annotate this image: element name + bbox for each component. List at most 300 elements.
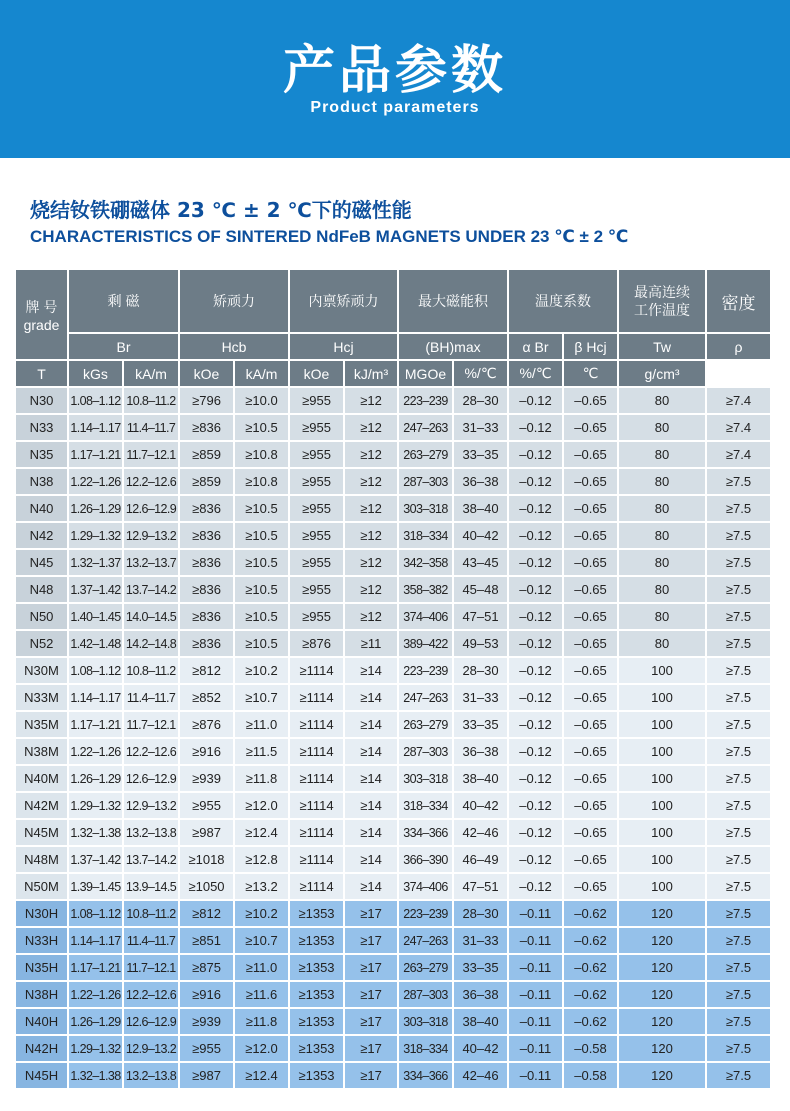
value-cell: –0.65 [563,387,618,414]
value-cell: 100 [618,684,706,711]
value-cell: 38–40 [453,765,508,792]
value-cell: ≥7.5 [706,765,771,792]
grade-cell: N48 [15,576,68,603]
value-cell: –0.65 [563,792,618,819]
grade-cell: N35M [15,711,68,738]
value-cell: 1.42–1.48 [68,630,123,657]
heading-en: CHARACTERISTICS OF SINTERED NdFeB MAGNETS UNDER 23 ℃ ± 2 ℃ [30,227,629,246]
value-cell: 11.7–12.1 [123,441,179,468]
value-cell: –0.12 [508,711,563,738]
grade-cell: N35 [15,441,68,468]
value-cell: –0.12 [508,576,563,603]
value-cell: ≥17 [344,981,398,1008]
value-cell: 374–406 [398,603,453,630]
value-cell: 1.14–1.17 [68,414,123,441]
value-cell: –0.65 [563,414,618,441]
value-cell: ≥955 [289,441,344,468]
value-cell: 28–30 [453,387,508,414]
value-cell: 1.08–1.12 [68,657,123,684]
value-cell: ≥7.5 [706,1062,771,1089]
value-cell: 36–38 [453,981,508,1008]
value-cell: ≥10.5 [234,549,289,576]
value-cell: ≥1114 [289,657,344,684]
value-cell: ≥7.5 [706,684,771,711]
value-cell: ≥955 [289,549,344,576]
value-cell: 1.37–1.42 [68,576,123,603]
value-cell: ≥1353 [289,1062,344,1089]
value-cell: ≥10.7 [234,927,289,954]
value-cell: ≥11 [344,630,398,657]
value-cell: 80 [618,468,706,495]
value-cell: ≥7.4 [706,441,771,468]
grade-cell: N30M [15,657,68,684]
value-cell: 318–334 [398,522,453,549]
value-cell: 80 [618,522,706,549]
value-cell: –0.65 [563,603,618,630]
unit-header: kA/m [123,360,179,387]
value-cell: –0.12 [508,819,563,846]
value-cell: ≥11.0 [234,954,289,981]
value-cell: 120 [618,954,706,981]
value-cell: 11.7–12.1 [123,711,179,738]
value-cell: –0.65 [563,738,618,765]
value-cell: 223–239 [398,657,453,684]
value-cell: –0.12 [508,765,563,792]
value-cell: 12.6–12.9 [123,765,179,792]
value-cell: –0.11 [508,981,563,1008]
value-cell: 1.29–1.32 [68,792,123,819]
value-cell: ≥1050 [179,873,234,900]
table-row [15,549,771,576]
value-cell: ≥12.0 [234,792,289,819]
value-cell: 100 [618,846,706,873]
value-cell: –0.11 [508,954,563,981]
grade-cell: N45 [15,549,68,576]
grade-cell: N40H [15,1008,68,1035]
value-cell: 36–38 [453,468,508,495]
value-cell: ≥12 [344,441,398,468]
group-header: 内禀矫顽力 [289,269,398,333]
value-cell: ≥17 [344,1062,398,1089]
value-cell: ≥852 [179,684,234,711]
symbol-header: Hcb [179,333,289,360]
group-header: 剩 磁 [68,269,179,333]
value-cell: 287–303 [398,981,453,1008]
value-cell: 80 [618,603,706,630]
value-cell: ≥11.0 [234,711,289,738]
value-cell: ≥7.5 [706,495,771,522]
heading-cn: 烧结钕铁硼磁体 23 ℃ ± 2 ℃下的磁性能 [30,198,412,222]
value-cell: 374–406 [398,873,453,900]
value-cell: ≥7.5 [706,873,771,900]
value-cell: –0.62 [563,927,618,954]
value-cell: –0.65 [563,819,618,846]
value-cell: 1.37–1.42 [68,846,123,873]
value-cell: ≥7.5 [706,711,771,738]
value-cell: 1.32–1.37 [68,549,123,576]
value-cell: ≥1114 [289,738,344,765]
table-row [15,684,771,711]
value-cell: 11.4–11.7 [123,684,179,711]
value-cell: ≥939 [179,1008,234,1035]
value-cell: ≥7.5 [706,738,771,765]
value-cell: –0.11 [508,900,563,927]
table-row [15,576,771,603]
value-cell: ≥876 [179,711,234,738]
table-row [15,630,771,657]
value-cell: ≥875 [179,954,234,981]
value-cell: 1.40–1.45 [68,603,123,630]
symbol-header: Hcj [289,333,398,360]
value-cell: ≥17 [344,954,398,981]
value-cell: –0.62 [563,954,618,981]
value-cell: 223–239 [398,900,453,927]
value-cell: 247–263 [398,414,453,441]
symbol-header: β Hcj [563,333,618,360]
value-cell: ≥7.5 [706,603,771,630]
value-cell: 42–46 [453,1062,508,1089]
value-cell: ≥12 [344,549,398,576]
value-cell: 342–358 [398,549,453,576]
table-row [15,954,771,981]
unit-header: kGs [68,360,123,387]
unit-header: kOe [289,360,344,387]
value-cell: –0.12 [508,873,563,900]
value-cell: 12.9–13.2 [123,522,179,549]
value-cell: ≥1114 [289,711,344,738]
value-cell: ≥916 [179,738,234,765]
value-cell: –0.12 [508,657,563,684]
value-cell: 38–40 [453,1008,508,1035]
symbol-header: α Br [508,333,563,360]
value-cell: ≥10.5 [234,576,289,603]
unit-header: kA/m [234,360,289,387]
value-cell: ≥812 [179,900,234,927]
value-cell: –0.65 [563,468,618,495]
value-cell: 38–40 [453,495,508,522]
value-cell: ≥7.5 [706,846,771,873]
value-cell: 31–33 [453,927,508,954]
group-header: 最高连续工作温度 [618,269,706,333]
value-cell: ≥955 [179,792,234,819]
grade-cell: N42H [15,1035,68,1062]
value-cell: –0.58 [563,1035,618,1062]
value-cell: 12.2–12.6 [123,738,179,765]
value-cell: 1.17–1.21 [68,954,123,981]
value-cell: ≥10.7 [234,684,289,711]
table-row [15,1062,771,1089]
value-cell: ≥7.5 [706,1008,771,1035]
value-cell: 80 [618,576,706,603]
value-cell: ≥12 [344,468,398,495]
value-cell: 1.14–1.17 [68,684,123,711]
value-cell: ≥12 [344,576,398,603]
value-cell: 14.2–14.8 [123,630,179,657]
table-row [15,657,771,684]
value-cell: 1.22–1.26 [68,981,123,1008]
value-cell: ≥812 [179,657,234,684]
value-cell: ≥955 [289,495,344,522]
value-cell: –0.12 [508,468,563,495]
value-cell: ≥13.2 [234,873,289,900]
unit-header: MGOe [398,360,453,387]
value-cell: –0.12 [508,387,563,414]
value-cell: 33–35 [453,441,508,468]
value-cell: –0.12 [508,792,563,819]
value-cell: ≥14 [344,765,398,792]
symbol-header: (BH)max [398,333,508,360]
value-cell: 12.9–13.2 [123,792,179,819]
value-cell: ≥7.5 [706,630,771,657]
value-cell: ≥17 [344,900,398,927]
grade-cell: N45H [15,1062,68,1089]
value-cell: ≥12.4 [234,1062,289,1089]
table-row [15,1035,771,1062]
table-row [15,738,771,765]
value-cell: 120 [618,1008,706,1035]
value-cell: ≥7.5 [706,927,771,954]
value-cell: ≥11.5 [234,738,289,765]
value-cell: ≥12 [344,495,398,522]
symbol-header: Br [68,333,179,360]
value-cell: ≥1353 [289,1008,344,1035]
value-cell: ≥836 [179,549,234,576]
value-cell: ≥955 [289,522,344,549]
value-cell: 1.29–1.32 [68,522,123,549]
value-cell: 263–279 [398,954,453,981]
value-cell: ≥14 [344,792,398,819]
value-cell: 389–422 [398,630,453,657]
value-cell: 33–35 [453,954,508,981]
value-cell: 28–30 [453,900,508,927]
value-cell: 13.7–14.2 [123,846,179,873]
value-cell: 10.8–11.2 [123,657,179,684]
value-cell: ≥7.5 [706,522,771,549]
value-cell: –0.11 [508,927,563,954]
value-cell: –0.12 [508,441,563,468]
value-cell: 49–53 [453,630,508,657]
table-row [15,846,771,873]
symbol-header: ρ [706,333,771,360]
value-cell: 14.0–14.5 [123,603,179,630]
value-cell: 303–318 [398,495,453,522]
unit-header: %/℃ [508,360,563,387]
value-cell: –0.65 [563,495,618,522]
value-cell: 13.7–14.2 [123,576,179,603]
table-row [15,873,771,900]
value-cell: –0.12 [508,549,563,576]
group-header: 密度 [706,269,771,333]
value-cell: 1.26–1.29 [68,765,123,792]
value-cell: ≥955 [289,603,344,630]
table-row [15,468,771,495]
value-cell: ≥10.2 [234,900,289,927]
value-cell: 40–42 [453,522,508,549]
value-cell: ≥12.8 [234,846,289,873]
table-row [15,900,771,927]
value-cell: 10.8–11.2 [123,387,179,414]
value-cell: –0.11 [508,1035,563,1062]
value-cell: –0.65 [563,657,618,684]
value-cell: ≥7.5 [706,792,771,819]
value-cell: ≥7.5 [706,1035,771,1062]
value-cell: 358–382 [398,576,453,603]
value-cell: –0.62 [563,981,618,1008]
value-cell: 100 [618,711,706,738]
grade-cell: N33M [15,684,68,711]
value-cell: 120 [618,1035,706,1062]
value-cell: ≥955 [289,468,344,495]
value-cell: –0.11 [508,1008,563,1035]
value-cell: –0.65 [563,873,618,900]
value-cell: 28–30 [453,657,508,684]
value-cell: ≥14 [344,873,398,900]
value-cell: ≥836 [179,630,234,657]
value-cell: –0.65 [563,522,618,549]
table-row [15,981,771,1008]
value-cell: ≥12 [344,387,398,414]
value-cell: 334–366 [398,1062,453,1089]
grade-cell: N33H [15,927,68,954]
grade-cell: N38 [15,468,68,495]
value-cell: 45–48 [453,576,508,603]
value-cell: –0.65 [563,630,618,657]
value-cell: ≥1353 [289,900,344,927]
value-cell: –0.11 [508,1062,563,1089]
value-cell: 46–49 [453,846,508,873]
value-cell: 1.08–1.12 [68,900,123,927]
value-cell: 11.4–11.7 [123,414,179,441]
value-cell: ≥1018 [179,846,234,873]
value-cell: ≥851 [179,927,234,954]
value-cell: 31–33 [453,414,508,441]
value-cell: ≥12 [344,603,398,630]
grade-cell: N48M [15,846,68,873]
value-cell: –0.12 [508,603,563,630]
table-row [15,1008,771,1035]
table-row [15,927,771,954]
group-header: 最大磁能积 [398,269,508,333]
value-cell: ≥10.8 [234,441,289,468]
value-cell: ≥859 [179,441,234,468]
grade-cell: N40M [15,765,68,792]
value-cell: 10.8–11.2 [123,900,179,927]
value-cell: 80 [618,549,706,576]
table-row [15,387,771,414]
value-cell: ≥955 [289,387,344,414]
value-cell: ≥955 [289,576,344,603]
value-cell: ≥10.5 [234,414,289,441]
value-cell: 1.39–1.45 [68,873,123,900]
value-cell: 80 [618,387,706,414]
value-cell: 100 [618,738,706,765]
value-cell: –0.65 [563,684,618,711]
value-cell: 47–51 [453,873,508,900]
value-cell: ≥1353 [289,1035,344,1062]
value-cell: 1.22–1.26 [68,738,123,765]
value-cell: 120 [618,981,706,1008]
value-cell: 100 [618,765,706,792]
value-cell: ≥1353 [289,954,344,981]
value-cell: –0.65 [563,441,618,468]
value-cell: 31–33 [453,684,508,711]
value-cell: 303–318 [398,1008,453,1035]
value-cell: ≥17 [344,927,398,954]
value-cell: ≥796 [179,387,234,414]
value-cell: 1.08–1.12 [68,387,123,414]
value-cell: ≥876 [289,630,344,657]
value-cell: 100 [618,819,706,846]
value-cell: ≥14 [344,819,398,846]
value-cell: ≥17 [344,1035,398,1062]
value-cell: 1.32–1.38 [68,1062,123,1089]
value-cell: 100 [618,873,706,900]
value-cell: ≥836 [179,414,234,441]
value-cell: –0.12 [508,684,563,711]
group-header: 温度系数 [508,269,618,333]
banner-subtitle: Product parameters [310,99,480,116]
value-cell: 120 [618,900,706,927]
value-cell: 247–263 [398,684,453,711]
value-cell: 33–35 [453,711,508,738]
value-cell: ≥11.8 [234,765,289,792]
value-cell: 366–390 [398,846,453,873]
header-banner [0,0,790,158]
value-cell: 120 [618,1062,706,1089]
value-cell: 223–239 [398,387,453,414]
value-cell: ≥7.5 [706,576,771,603]
value-cell: 12.9–13.2 [123,1035,179,1062]
group-header: 矫顽力 [179,269,289,333]
value-cell: –0.62 [563,900,618,927]
value-cell: 80 [618,414,706,441]
value-cell: ≥10.2 [234,657,289,684]
value-cell: ≥14 [344,657,398,684]
value-cell: ≥1353 [289,981,344,1008]
value-cell: 318–334 [398,1035,453,1062]
value-cell: ≥10.8 [234,468,289,495]
value-cell: ≥836 [179,522,234,549]
value-cell: ≥987 [179,819,234,846]
value-cell: 1.14–1.17 [68,927,123,954]
value-cell: ≥1114 [289,873,344,900]
value-cell: ≥1114 [289,792,344,819]
unit-header: ℃ [563,360,618,387]
value-cell: ≥836 [179,576,234,603]
value-cell: ≥12.4 [234,819,289,846]
value-cell: –0.65 [563,549,618,576]
value-cell: ≥836 [179,495,234,522]
value-cell: –0.12 [508,522,563,549]
value-cell: 40–42 [453,792,508,819]
value-cell: 11.4–11.7 [123,927,179,954]
value-cell: –0.58 [563,1062,618,1089]
grade-cell: N45M [15,819,68,846]
value-cell: –0.12 [508,846,563,873]
value-cell: ≥14 [344,711,398,738]
value-cell: ≥1114 [289,684,344,711]
value-cell: ≥10.5 [234,522,289,549]
value-cell: ≥7.5 [706,981,771,1008]
value-cell: –0.12 [508,495,563,522]
unit-header: kOe [179,360,234,387]
value-cell: ≥10.0 [234,387,289,414]
unit-header: kJ/m³ [344,360,398,387]
value-cell: 1.29–1.32 [68,1035,123,1062]
value-cell: 247–263 [398,927,453,954]
grade-cell: N35H [15,954,68,981]
banner-title: 产品参数 [282,41,507,101]
